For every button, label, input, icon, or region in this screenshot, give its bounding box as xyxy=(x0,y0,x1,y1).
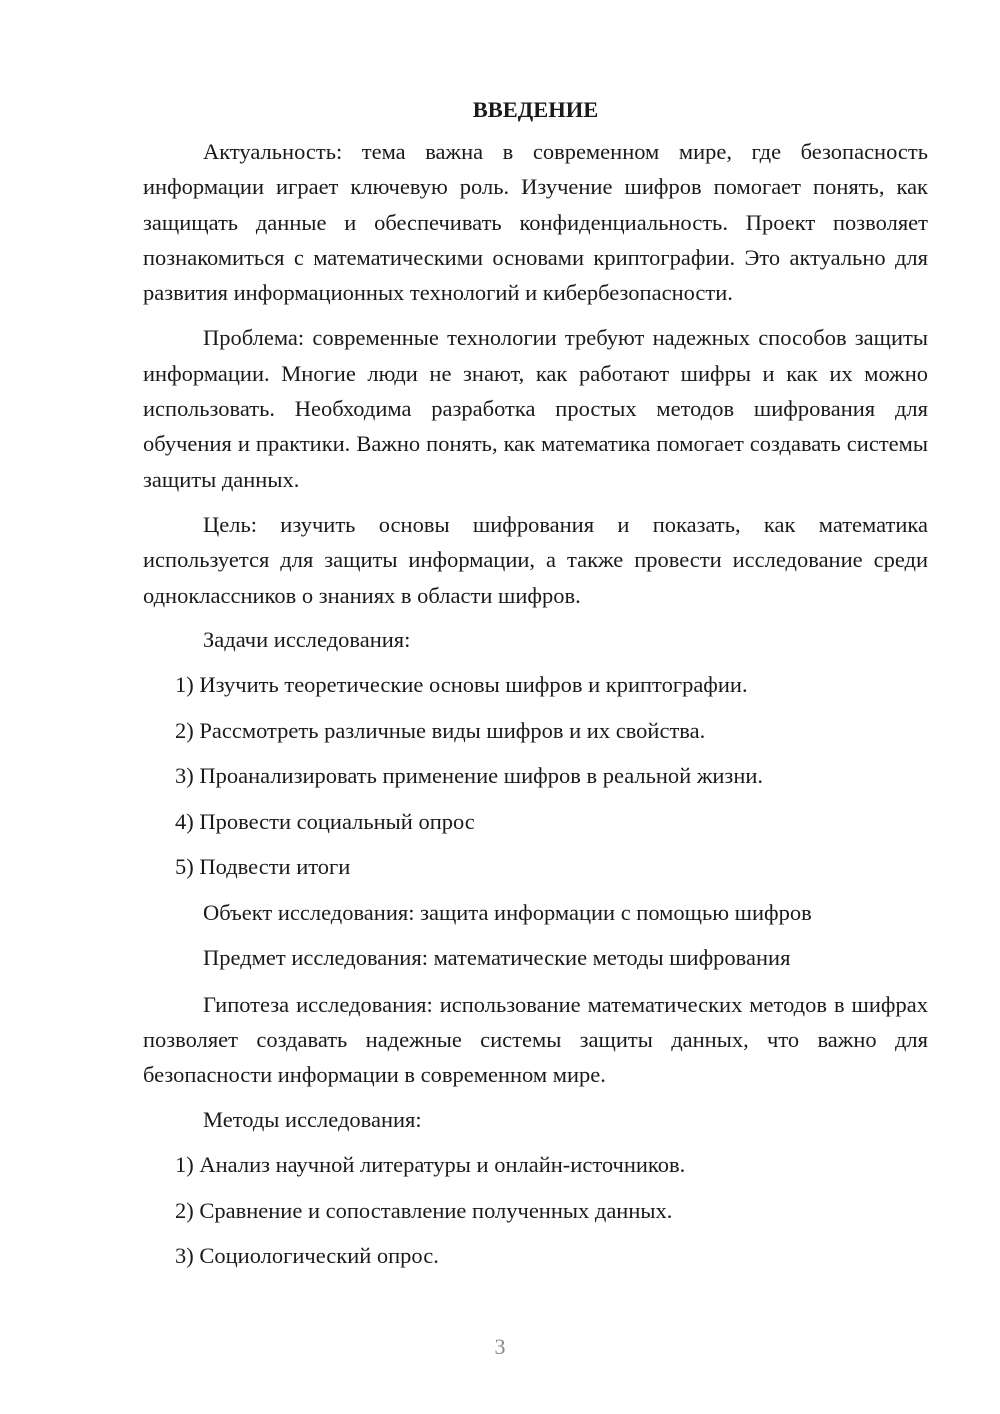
method-item: 1) Анализ научной литературы и онлайн-источников. xyxy=(175,1152,686,1178)
goal-paragraph: Цель: изучить основы шифрования и показать, как математика используется для защиты информации, а также провести исследование среди одноклассников о знаниях в области шифров. xyxy=(143,511,928,608)
task-item: 4) Провести социальный опрос xyxy=(175,808,475,834)
method-item: 2) Сравнение и сопоставление полученных данных. xyxy=(175,1197,673,1223)
section-title: ВВЕДЕНИЕ xyxy=(472,97,599,122)
page-number: 3 xyxy=(494,1334,506,1359)
method-item: 3) Социологический опрос. xyxy=(175,1243,439,1269)
task-item: 1) Изучить теоретические основы шифров и криптографии. xyxy=(175,672,748,698)
problem-paragraph: Проблема: современные технологии требуют надежных способов защиты информации. Многие люди не знают, как работают шифры и как их можно использовать. Необходима разработка простых методов шифрования для обучения и практики. Важно понять, как математика помогает создавать системы защиты данных. xyxy=(143,325,928,492)
text-column xyxy=(143,93,928,1285)
task-item: 3) Проанализировать применение шифров в реальной жизни. xyxy=(175,763,764,789)
research-object: Объект исследования: защита информации с помощью шифров xyxy=(203,899,812,925)
tasks-heading: Задачи исследования: xyxy=(203,626,411,652)
relevance-paragraph: Актуальность: тема важна в современном мире, где безопасность информации играет ключевую роль. Изучение шифров помогает понять, как защищать данные и обеспечивать конфиденциальность. Проект позволяет познакомиться с математическими основами криптографии. Это актуально для развития информационных технологий и кибербезопасности. xyxy=(143,139,928,306)
task-item: 2) Рассмотреть различные виды шифров и их свойства. xyxy=(175,717,706,743)
research-subject: Предмет исследования: математические методы шифрования xyxy=(203,945,791,971)
hypothesis-paragraph: Гипотеза исследования: использование математических методов в шифрах позволяет создавать надежные системы защиты данных, что важно для безопасности информации в современном мире. xyxy=(143,991,928,1088)
task-item: 5) Подвести итоги xyxy=(175,854,351,880)
methods-heading: Методы исследования: xyxy=(203,1106,422,1132)
